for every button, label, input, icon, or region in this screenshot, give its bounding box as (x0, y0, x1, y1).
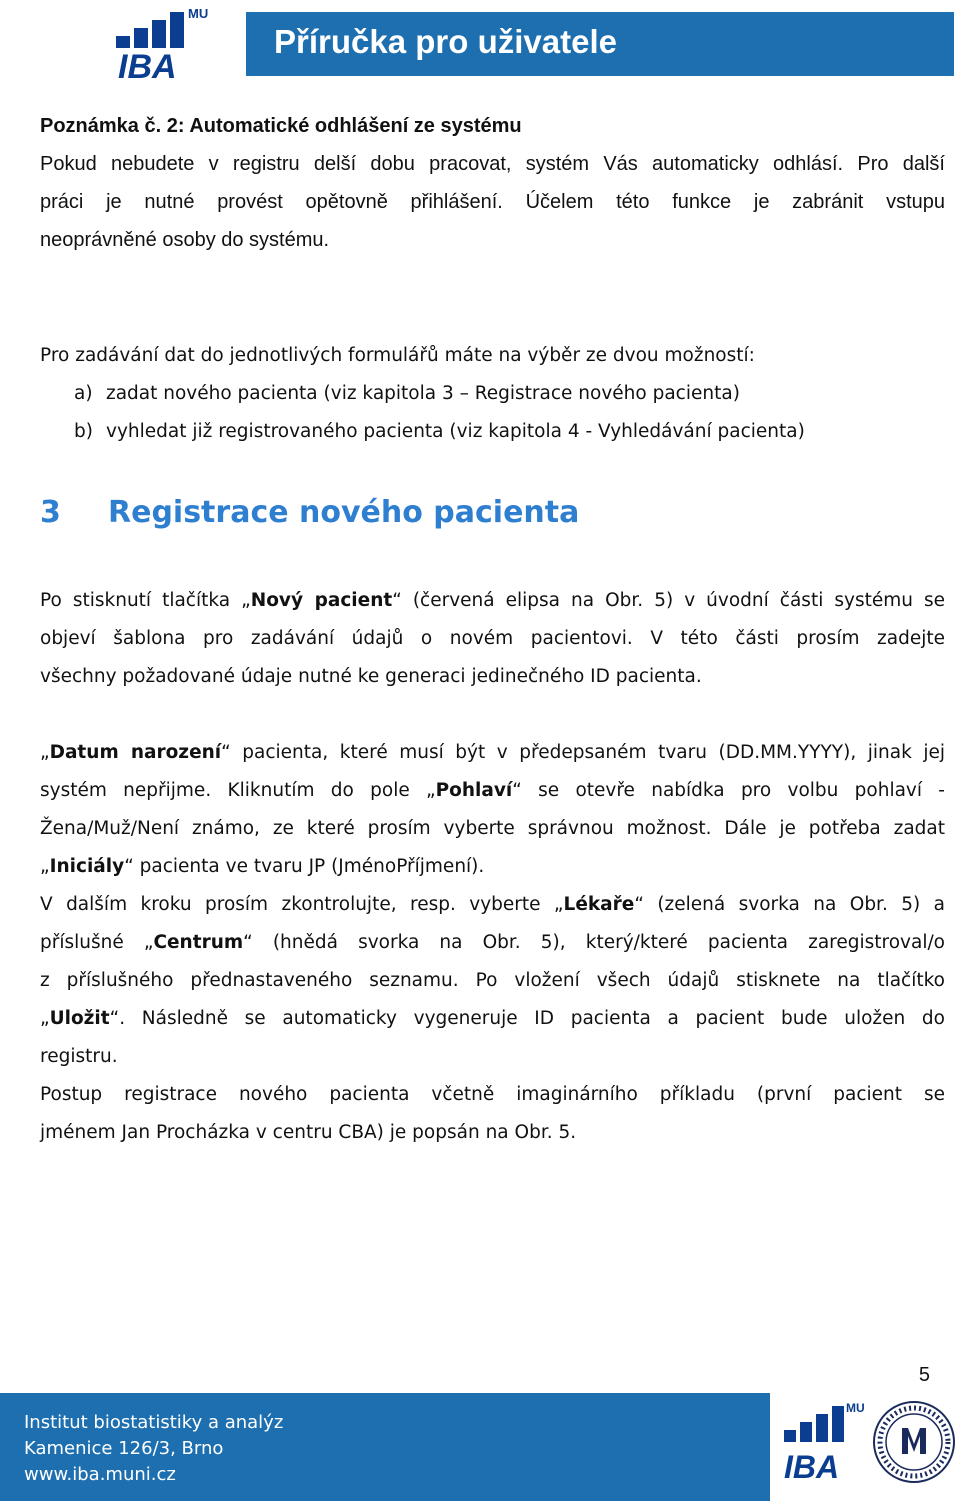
list-item (74, 375, 740, 413)
birth-date-label: Datum narození (49, 742, 222, 763)
document-title: Příručka pro uživatele (274, 23, 617, 60)
paragraph-line: z příslušného přednastaveného seznamu. Po vložení všech údajů stisknete na tlačítko (40, 970, 945, 991)
paragraph-line: Žena/Muž/Není známo, ze které prosím vyberte správnou možnost. Dále je potřeba zadat (40, 818, 945, 839)
save-label: Uložit (49, 1008, 110, 1029)
list-item-text: zadat nového pacienta (viz kapitola 3 – Registrace nového pacienta) (106, 383, 740, 404)
page-number: 5 (918, 1364, 930, 1386)
note-title: Poznámka č. 2: Automatické odhlášení ze systému (40, 115, 522, 137)
paragraph-line: příslušné „Centrum“ (hnědá svorka na Obr. 5), který/které pacienta zaregistroval/o (40, 932, 946, 953)
doctor-label: Lékaře (563, 894, 635, 915)
note-line-1: Pokud nebudete v registru delší dobu pracovat, systém Vás automaticky odhlásí. Pro další (40, 153, 945, 175)
footer-institute: Institut biostatistiky a analýz (24, 1412, 284, 1433)
svg-text:MU: MU (188, 6, 209, 21)
footer-street: Kamenice 126/3, Brno (24, 1438, 224, 1459)
paragraph-line: všechny požadované údaje nutné ke generaci jedinečného ID pacienta. (40, 666, 702, 687)
svg-text:MU: MU (846, 1401, 865, 1415)
iba-logo (112, 4, 212, 82)
svg-text:IBA: IBA (118, 48, 177, 82)
paragraph-line: V dalším kroku prosím zkontrolujte, resp. vyberte „Lékaře“ (zelená svorka na Obr. 5) a (40, 894, 945, 915)
iba-logo (780, 1398, 866, 1486)
paragraph-line: „Datum narození“ pacienta, které musí být v předepsaném tvaru (DD.MM.YYYY), jinak jej (40, 742, 945, 763)
list-marker: a) (74, 383, 93, 404)
paragraph-line: Postup registrace nového pacienta včetně imaginárního příkladu (první pacient se (40, 1084, 945, 1105)
paragraph-line: Po stisknutí tlačítka „Nový pacient“ (červená elipsa na Obr. 5) v úvodní části systému se (40, 590, 945, 611)
paragraph-line: jménem Jan Procházka v centru CBA) je popsán na Obr. 5. (40, 1122, 577, 1143)
note-line-3: neoprávněné osoby do systému. (40, 229, 330, 251)
list-item-text: vyhledat již registrovaného pacienta (viz kapitola 4 - Vyhledávání pacienta) (106, 421, 805, 442)
note-line-2: práci je nutné provést opětovně přihlášení. Účelem této funkce je zabránit vstupu (40, 191, 945, 213)
paragraph-line: „Iniciály“ pacienta ve tvaru JP (JménoPříjmení). (40, 856, 485, 877)
section-heading (40, 490, 579, 536)
list-item (74, 413, 805, 451)
sex-label: Pohlaví (435, 780, 513, 801)
new-patient-label: Nový pacient (250, 590, 393, 611)
options-intro: Pro zadávání dat do jednotlivých formulářů máte na výběr ze dvou možností: (40, 345, 755, 366)
centre-label: Centrum (153, 932, 244, 953)
svg-text:IBA: IBA (784, 1449, 840, 1485)
footer-address (24, 1410, 283, 1488)
paragraph-line: objeví šablona pro zadávání údajů o novém pacientovi. V této části prosím zadejte (40, 628, 945, 649)
footer-website: www.iba.muni.cz (24, 1464, 176, 1485)
paragraph-line: systém nepřijme. Kliknutím do pole „Pohlaví“ se otevře nabídka pro volbu pohlaví - (40, 780, 945, 801)
section-number: 3 (40, 495, 61, 530)
paragraph-line: registru. (40, 1046, 118, 1067)
section-title: Registrace nového pacienta (108, 495, 580, 530)
paragraph-line: „Uložit“. Následně se automaticky vygeneruje ID pacienta a pacient bude uložen do (40, 1008, 945, 1029)
initials-label: Iniciály (49, 856, 125, 877)
list-marker: b) (74, 421, 93, 442)
university-seal (872, 1400, 956, 1484)
